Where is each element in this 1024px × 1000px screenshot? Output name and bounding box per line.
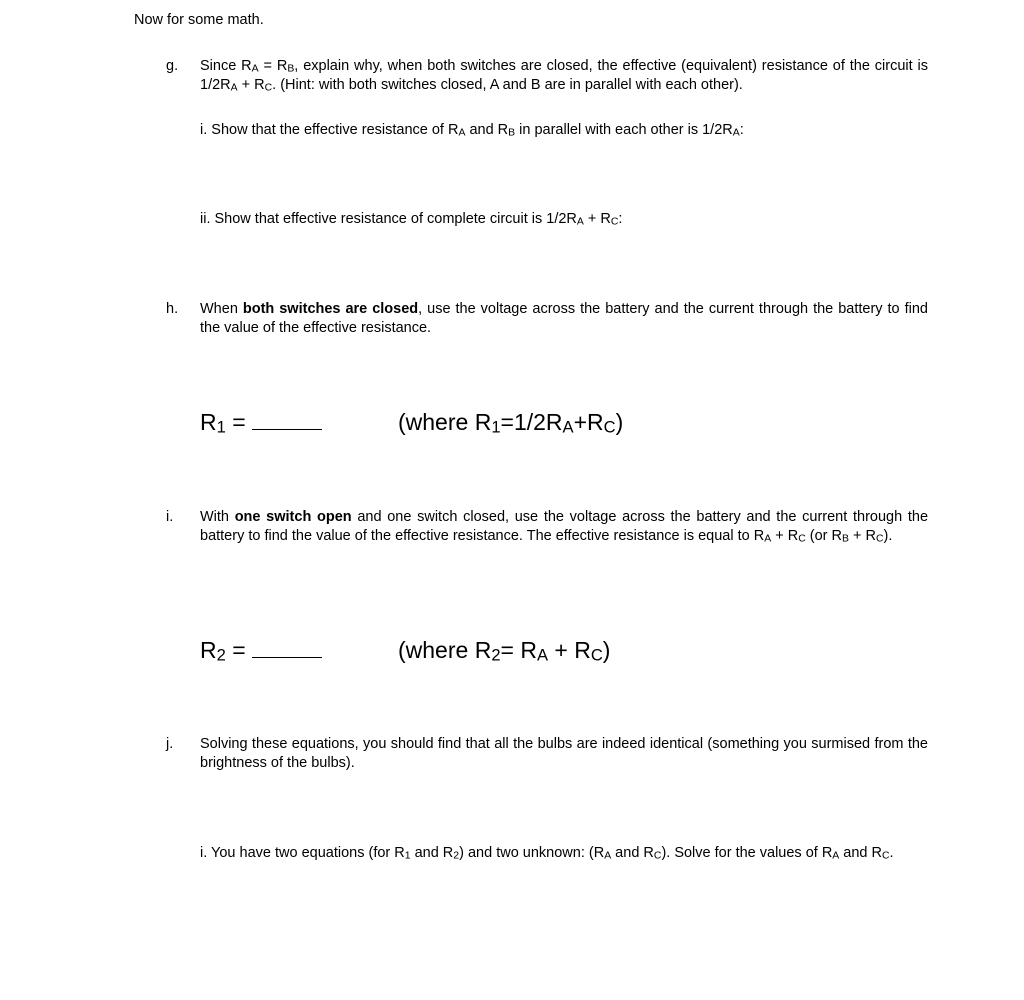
- r2-equation: $R_2$ =: [200, 636, 322, 664]
- item-j-i-text: i. You have two equations (for $R_1$ and $R_2$) and two unknown: ($R_A$ and $R_C$). Solve for the values of $R_A$ and $R_C$.: [200, 845, 894, 862]
- r2-answer-blank[interactable]: [252, 639, 322, 658]
- item-h-text: When both switches are closed, use the voltage across the battery and the current through the battery to find the value of the effective resistance.: [200, 301, 928, 336]
- r1-definition: (where $R_1=1/2R_A+R_C$): [398, 409, 624, 437]
- item-i-text: With one switch open and one switch closed, use the voltage across the battery and the current through the battery to find the value of the effective resistance. The effective resistance is equal to $R_A + R_C$ (or $R_B + R_C$).: [200, 509, 929, 545]
- intro-text: Now for some math.: [134, 12, 264, 28]
- item-g-ii-text: ii. Show that effective resistance of complete circuit is $1/2R_A + R_C$:: [200, 211, 623, 228]
- item-g-text: Since $R_A = R_B$, explain why, when both switches are closed, the effective (equivalent) resistance of the circuit is $1/2R_A + R_C$. (Hint: with both switches closed, A and B are in parallel with each other).: [200, 58, 929, 94]
- item-j-label: j.: [166, 736, 174, 752]
- item-h-label: h.: [166, 301, 179, 317]
- r1-answer-blank[interactable]: [252, 411, 322, 430]
- item-j-text: Solving these equations, you should find that all the bulbs are indeed identical (something you surmised from the brightness of the bulbs).: [200, 736, 928, 771]
- r1-equation: $R_1$ =: [200, 408, 322, 436]
- item-g-i-text: i. Show that the effective resistance of $R_A$ and $R_B$ in parallel with each other is $1/2R_A$:: [200, 122, 744, 139]
- r2-definition: (where $R_2= R_A + R_C$): [398, 637, 611, 665]
- item-i-label: i.: [166, 509, 174, 525]
- item-g-label: g.: [166, 58, 179, 74]
